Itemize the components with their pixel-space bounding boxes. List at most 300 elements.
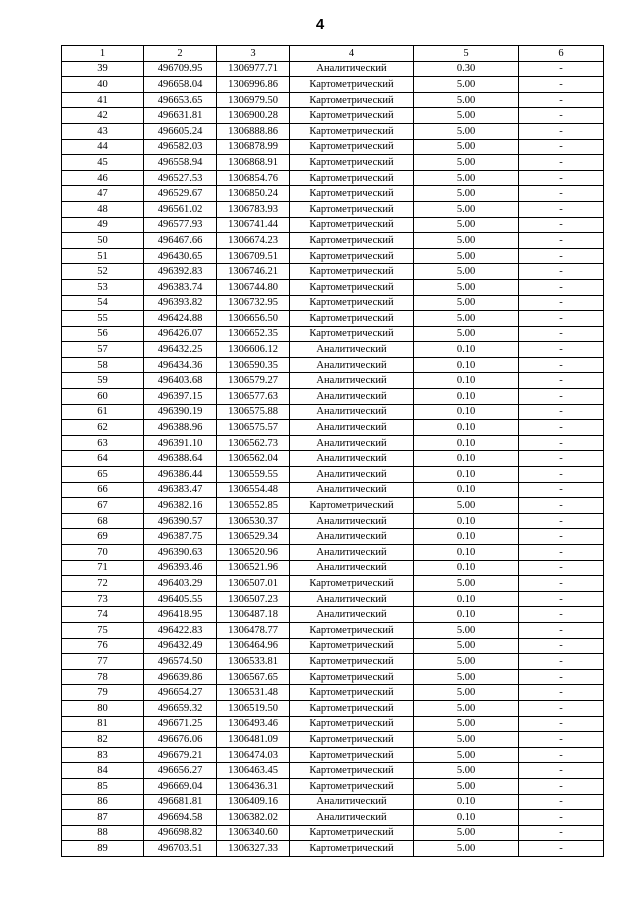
table-row	[62, 451, 604, 467]
cell-y-coordinate: 1306579.27	[217, 373, 290, 389]
cell-method: Картометрический	[290, 638, 414, 654]
table-row	[62, 373, 604, 389]
cell-point-number: 56	[62, 326, 144, 342]
cell-description: -	[519, 747, 604, 763]
cell-y-coordinate: 1306996.86	[217, 77, 290, 93]
cell-method: Картометрический	[290, 825, 414, 841]
table-row	[62, 545, 604, 561]
cell-method: Аналитический	[290, 451, 414, 467]
cell-accuracy: 5.00	[414, 700, 519, 716]
cell-point-number: 55	[62, 311, 144, 327]
header-col-2: 2	[144, 46, 217, 62]
cell-accuracy: 0.10	[414, 357, 519, 373]
cell-description: -	[519, 186, 604, 202]
cell-x-coordinate: 496383.74	[144, 279, 217, 295]
cell-point-number: 77	[62, 654, 144, 670]
cell-x-coordinate: 496653.65	[144, 92, 217, 108]
cell-accuracy: 0.10	[414, 420, 519, 436]
cell-y-coordinate: 1306340.60	[217, 825, 290, 841]
cell-y-coordinate: 1306409.16	[217, 794, 290, 810]
cell-y-coordinate: 1306478.77	[217, 622, 290, 638]
table-row	[62, 61, 604, 77]
cell-accuracy: 5.00	[414, 841, 519, 857]
cell-x-coordinate: 496434.36	[144, 357, 217, 373]
cell-method: Аналитический	[290, 467, 414, 483]
cell-method: Картометрический	[290, 841, 414, 857]
cell-accuracy: 0.10	[414, 373, 519, 389]
cell-accuracy: 5.00	[414, 77, 519, 93]
cell-point-number: 72	[62, 576, 144, 592]
cell-description: -	[519, 264, 604, 280]
cell-method: Аналитический	[290, 373, 414, 389]
cell-point-number: 60	[62, 389, 144, 405]
table-row	[62, 529, 604, 545]
cell-point-number: 51	[62, 248, 144, 264]
table-row	[62, 420, 604, 436]
cell-method: Картометрический	[290, 576, 414, 592]
table-row	[62, 155, 604, 171]
cell-method: Аналитический	[290, 810, 414, 826]
cell-method: Картометрический	[290, 669, 414, 685]
cell-point-number: 68	[62, 513, 144, 529]
cell-description: -	[519, 716, 604, 732]
table-row	[62, 763, 604, 779]
cell-x-coordinate: 496561.02	[144, 201, 217, 217]
cell-y-coordinate: 1306741.44	[217, 217, 290, 233]
cell-accuracy: 5.00	[414, 669, 519, 685]
cell-method: Картометрический	[290, 155, 414, 171]
cell-y-coordinate: 1306487.18	[217, 607, 290, 623]
cell-y-coordinate: 1306327.33	[217, 841, 290, 857]
cell-point-number: 42	[62, 108, 144, 124]
cell-method: Картометрический	[290, 778, 414, 794]
cell-point-number: 70	[62, 545, 144, 561]
cell-accuracy: 0.10	[414, 404, 519, 420]
cell-x-coordinate: 496654.27	[144, 685, 217, 701]
cell-accuracy: 0.10	[414, 451, 519, 467]
cell-x-coordinate: 496658.04	[144, 77, 217, 93]
cell-description: -	[519, 326, 604, 342]
cell-x-coordinate: 496393.46	[144, 560, 217, 576]
cell-x-coordinate: 496390.63	[144, 545, 217, 561]
cell-x-coordinate: 496388.64	[144, 451, 217, 467]
cell-accuracy: 0.10	[414, 467, 519, 483]
cell-accuracy: 5.00	[414, 108, 519, 124]
cell-y-coordinate: 1306562.04	[217, 451, 290, 467]
cell-description: -	[519, 467, 604, 483]
table-row	[62, 108, 604, 124]
cell-x-coordinate: 496382.16	[144, 498, 217, 514]
cell-method: Картометрический	[290, 685, 414, 701]
cell-accuracy: 0.10	[414, 545, 519, 561]
cell-point-number: 52	[62, 264, 144, 280]
cell-accuracy: 0.10	[414, 560, 519, 576]
cell-accuracy: 5.00	[414, 732, 519, 748]
table-row	[62, 560, 604, 576]
cell-y-coordinate: 1306436.31	[217, 778, 290, 794]
cell-y-coordinate: 1306493.46	[217, 716, 290, 732]
cell-method: Картометрический	[290, 295, 414, 311]
cell-point-number: 45	[62, 155, 144, 171]
cell-point-number: 41	[62, 92, 144, 108]
cell-x-coordinate: 496703.51	[144, 841, 217, 857]
cell-x-coordinate: 496694.58	[144, 810, 217, 826]
cell-y-coordinate: 1306590.35	[217, 357, 290, 373]
cell-description: -	[519, 732, 604, 748]
cell-accuracy: 0.30	[414, 61, 519, 77]
cell-x-coordinate: 496424.88	[144, 311, 217, 327]
cell-description: -	[519, 435, 604, 451]
cell-x-coordinate: 496392.83	[144, 264, 217, 280]
table-row	[62, 669, 604, 685]
cell-method: Картометрический	[290, 763, 414, 779]
cell-x-coordinate: 496422.83	[144, 622, 217, 638]
cell-x-coordinate: 496698.82	[144, 825, 217, 841]
cell-y-coordinate: 1306674.23	[217, 233, 290, 249]
page-number: 4	[315, 16, 325, 33]
cell-point-number: 64	[62, 451, 144, 467]
cell-description: -	[519, 560, 604, 576]
cell-point-number: 53	[62, 279, 144, 295]
cell-method: Аналитический	[290, 61, 414, 77]
cell-point-number: 40	[62, 77, 144, 93]
cell-method: Аналитический	[290, 560, 414, 576]
table-body	[62, 61, 604, 856]
cell-accuracy: 5.00	[414, 295, 519, 311]
cell-description: -	[519, 201, 604, 217]
table-row	[62, 389, 604, 405]
cell-description: -	[519, 841, 604, 857]
cell-description: -	[519, 373, 604, 389]
table-row	[62, 342, 604, 358]
cell-y-coordinate: 1306575.57	[217, 420, 290, 436]
cell-method: Картометрический	[290, 622, 414, 638]
cell-accuracy: 5.00	[414, 123, 519, 139]
cell-accuracy: 5.00	[414, 778, 519, 794]
table-row	[62, 513, 604, 529]
header-col-6: 6	[519, 46, 604, 62]
cell-x-coordinate: 496393.82	[144, 295, 217, 311]
table-row	[62, 747, 604, 763]
cell-method: Картометрический	[290, 279, 414, 295]
cell-description: -	[519, 498, 604, 514]
cell-method: Аналитический	[290, 794, 414, 810]
cell-description: -	[519, 607, 604, 623]
cell-x-coordinate: 496574.50	[144, 654, 217, 670]
cell-y-coordinate: 1306533.81	[217, 654, 290, 670]
cell-point-number: 66	[62, 482, 144, 498]
table-row	[62, 732, 604, 748]
cell-x-coordinate: 496390.57	[144, 513, 217, 529]
cell-accuracy: 5.00	[414, 201, 519, 217]
table-row	[62, 794, 604, 810]
cell-x-coordinate: 496605.24	[144, 123, 217, 139]
cell-y-coordinate: 1306529.34	[217, 529, 290, 545]
cell-description: -	[519, 591, 604, 607]
cell-description: -	[519, 170, 604, 186]
table-row	[62, 311, 604, 327]
cell-point-number: 65	[62, 467, 144, 483]
cell-x-coordinate: 496671.25	[144, 716, 217, 732]
cell-x-coordinate: 496403.68	[144, 373, 217, 389]
cell-method: Аналитический	[290, 513, 414, 529]
cell-accuracy: 5.00	[414, 622, 519, 638]
table-row	[62, 778, 604, 794]
cell-description: -	[519, 155, 604, 171]
cell-point-number: 73	[62, 591, 144, 607]
cell-accuracy: 5.00	[414, 747, 519, 763]
table-row	[62, 201, 604, 217]
cell-accuracy: 0.10	[414, 389, 519, 405]
cell-description: -	[519, 482, 604, 498]
cell-x-coordinate: 496391.10	[144, 435, 217, 451]
coordinates-table	[61, 45, 604, 857]
cell-description: -	[519, 622, 604, 638]
cell-description: -	[519, 295, 604, 311]
cell-y-coordinate: 1306732.95	[217, 295, 290, 311]
cell-y-coordinate: 1306507.23	[217, 591, 290, 607]
cell-description: -	[519, 763, 604, 779]
cell-x-coordinate: 496418.95	[144, 607, 217, 623]
table-row	[62, 279, 604, 295]
cell-description: -	[519, 545, 604, 561]
table-row	[62, 467, 604, 483]
cell-y-coordinate: 1306519.50	[217, 700, 290, 716]
cell-accuracy: 5.00	[414, 170, 519, 186]
cell-description: -	[519, 217, 604, 233]
cell-y-coordinate: 1306888.86	[217, 123, 290, 139]
cell-x-coordinate: 496397.15	[144, 389, 217, 405]
cell-point-number: 82	[62, 732, 144, 748]
cell-y-coordinate: 1306575.88	[217, 404, 290, 420]
table-row	[62, 810, 604, 826]
cell-description: -	[519, 529, 604, 545]
cell-x-coordinate: 496390.19	[144, 404, 217, 420]
cell-method: Картометрический	[290, 186, 414, 202]
cell-accuracy: 5.00	[414, 264, 519, 280]
cell-point-number: 49	[62, 217, 144, 233]
table-row	[62, 92, 604, 108]
cell-method: Картометрический	[290, 700, 414, 716]
cell-description: -	[519, 420, 604, 436]
cell-point-number: 80	[62, 700, 144, 716]
table-row	[62, 576, 604, 592]
cell-accuracy: 5.00	[414, 311, 519, 327]
cell-method: Картометрический	[290, 201, 414, 217]
table-row	[62, 186, 604, 202]
cell-x-coordinate: 496709.95	[144, 61, 217, 77]
cell-accuracy: 5.00	[414, 279, 519, 295]
table-row	[62, 357, 604, 373]
cell-y-coordinate: 1306979.50	[217, 92, 290, 108]
cell-description: -	[519, 92, 604, 108]
cell-point-number: 67	[62, 498, 144, 514]
cell-y-coordinate: 1306783.93	[217, 201, 290, 217]
table-row	[62, 264, 604, 280]
table-row	[62, 825, 604, 841]
cell-y-coordinate: 1306554.48	[217, 482, 290, 498]
cell-accuracy: 0.10	[414, 435, 519, 451]
cell-accuracy: 0.10	[414, 529, 519, 545]
cell-y-coordinate: 1306562.73	[217, 435, 290, 451]
cell-description: -	[519, 654, 604, 670]
header-col-1: 1	[62, 46, 144, 62]
cell-x-coordinate: 496659.32	[144, 700, 217, 716]
cell-description: -	[519, 61, 604, 77]
cell-y-coordinate: 1306521.96	[217, 560, 290, 576]
cell-accuracy: 5.00	[414, 248, 519, 264]
table-row	[62, 716, 604, 732]
header-col-5: 5	[414, 46, 519, 62]
cell-accuracy: 5.00	[414, 763, 519, 779]
cell-y-coordinate: 1306531.48	[217, 685, 290, 701]
cell-point-number: 71	[62, 560, 144, 576]
cell-y-coordinate: 1306559.55	[217, 467, 290, 483]
cell-method: Картометрический	[290, 498, 414, 514]
cell-method: Картометрический	[290, 108, 414, 124]
cell-y-coordinate: 1306868.91	[217, 155, 290, 171]
cell-point-number: 86	[62, 794, 144, 810]
cell-accuracy: 0.10	[414, 794, 519, 810]
cell-point-number: 69	[62, 529, 144, 545]
cell-point-number: 63	[62, 435, 144, 451]
header-col-3: 3	[217, 46, 290, 62]
cell-y-coordinate: 1306474.03	[217, 747, 290, 763]
cell-method: Картометрический	[290, 747, 414, 763]
cell-description: -	[519, 451, 604, 467]
cell-method: Картометрический	[290, 139, 414, 155]
cell-x-coordinate: 496681.81	[144, 794, 217, 810]
cell-description: -	[519, 139, 604, 155]
cell-x-coordinate: 496558.94	[144, 155, 217, 171]
cell-point-number: 44	[62, 139, 144, 155]
cell-point-number: 43	[62, 123, 144, 139]
cell-x-coordinate: 496679.21	[144, 747, 217, 763]
cell-description: -	[519, 248, 604, 264]
cell-y-coordinate: 1306854.76	[217, 170, 290, 186]
cell-y-coordinate: 1306746.21	[217, 264, 290, 280]
cell-description: -	[519, 108, 604, 124]
table-row	[62, 591, 604, 607]
cell-y-coordinate: 1306567.65	[217, 669, 290, 685]
cell-method: Картометрический	[290, 716, 414, 732]
cell-point-number: 76	[62, 638, 144, 654]
cell-method: Аналитический	[290, 357, 414, 373]
cell-point-number: 88	[62, 825, 144, 841]
cell-accuracy: 5.00	[414, 155, 519, 171]
cell-x-coordinate: 496426.07	[144, 326, 217, 342]
cell-point-number: 48	[62, 201, 144, 217]
cell-point-number: 61	[62, 404, 144, 420]
cell-method: Аналитический	[290, 435, 414, 451]
cell-accuracy: 5.00	[414, 654, 519, 670]
cell-description: -	[519, 311, 604, 327]
cell-method: Аналитический	[290, 482, 414, 498]
cell-accuracy: 0.10	[414, 810, 519, 826]
table-row	[62, 435, 604, 451]
cell-method: Картометрический	[290, 264, 414, 280]
cell-x-coordinate: 496577.93	[144, 217, 217, 233]
table-header	[62, 46, 604, 62]
cell-accuracy: 5.00	[414, 186, 519, 202]
cell-x-coordinate: 496432.49	[144, 638, 217, 654]
cell-method: Аналитический	[290, 420, 414, 436]
cell-accuracy: 0.10	[414, 513, 519, 529]
cell-description: -	[519, 810, 604, 826]
cell-point-number: 83	[62, 747, 144, 763]
cell-method: Картометрический	[290, 123, 414, 139]
cell-method: Картометрический	[290, 92, 414, 108]
cell-point-number: 84	[62, 763, 144, 779]
cell-description: -	[519, 685, 604, 701]
cell-accuracy: 5.00	[414, 233, 519, 249]
cell-accuracy: 0.10	[414, 607, 519, 623]
table-row	[62, 217, 604, 233]
cell-point-number: 50	[62, 233, 144, 249]
cell-method: Картометрический	[290, 77, 414, 93]
table-row	[62, 295, 604, 311]
cell-y-coordinate: 1306530.37	[217, 513, 290, 529]
cell-x-coordinate: 496388.96	[144, 420, 217, 436]
cell-y-coordinate: 1306552.85	[217, 498, 290, 514]
cell-description: -	[519, 404, 604, 420]
cell-point-number: 39	[62, 61, 144, 77]
cell-accuracy: 5.00	[414, 92, 519, 108]
cell-y-coordinate: 1306463.45	[217, 763, 290, 779]
cell-description: -	[519, 357, 604, 373]
cell-x-coordinate: 496405.55	[144, 591, 217, 607]
cell-x-coordinate: 496631.81	[144, 108, 217, 124]
cell-method: Картометрический	[290, 654, 414, 670]
cell-point-number: 87	[62, 810, 144, 826]
table-row	[62, 498, 604, 514]
table-row	[62, 139, 604, 155]
table-row	[62, 326, 604, 342]
cell-method: Аналитический	[290, 591, 414, 607]
cell-x-coordinate: 496582.03	[144, 139, 217, 155]
table-row	[62, 482, 604, 498]
cell-description: -	[519, 700, 604, 716]
cell-x-coordinate: 496386.44	[144, 467, 217, 483]
cell-accuracy: 5.00	[414, 498, 519, 514]
table-row	[62, 638, 604, 654]
cell-method: Аналитический	[290, 404, 414, 420]
table-row	[62, 654, 604, 670]
cell-description: -	[519, 279, 604, 295]
cell-description: -	[519, 669, 604, 685]
cell-x-coordinate: 496430.65	[144, 248, 217, 264]
cell-description: -	[519, 794, 604, 810]
cell-accuracy: 5.00	[414, 576, 519, 592]
cell-accuracy: 5.00	[414, 716, 519, 732]
cell-x-coordinate: 496387.75	[144, 529, 217, 545]
cell-description: -	[519, 342, 604, 358]
cell-point-number: 59	[62, 373, 144, 389]
cell-x-coordinate: 496403.29	[144, 576, 217, 592]
cell-accuracy: 5.00	[414, 825, 519, 841]
cell-description: -	[519, 778, 604, 794]
cell-x-coordinate: 496529.67	[144, 186, 217, 202]
cell-method: Аналитический	[290, 342, 414, 358]
cell-point-number: 46	[62, 170, 144, 186]
cell-y-coordinate: 1306878.99	[217, 139, 290, 155]
cell-x-coordinate: 496656.27	[144, 763, 217, 779]
cell-y-coordinate: 1306577.63	[217, 389, 290, 405]
cell-point-number: 54	[62, 295, 144, 311]
table-row	[62, 233, 604, 249]
table-row	[62, 622, 604, 638]
table-row	[62, 248, 604, 264]
